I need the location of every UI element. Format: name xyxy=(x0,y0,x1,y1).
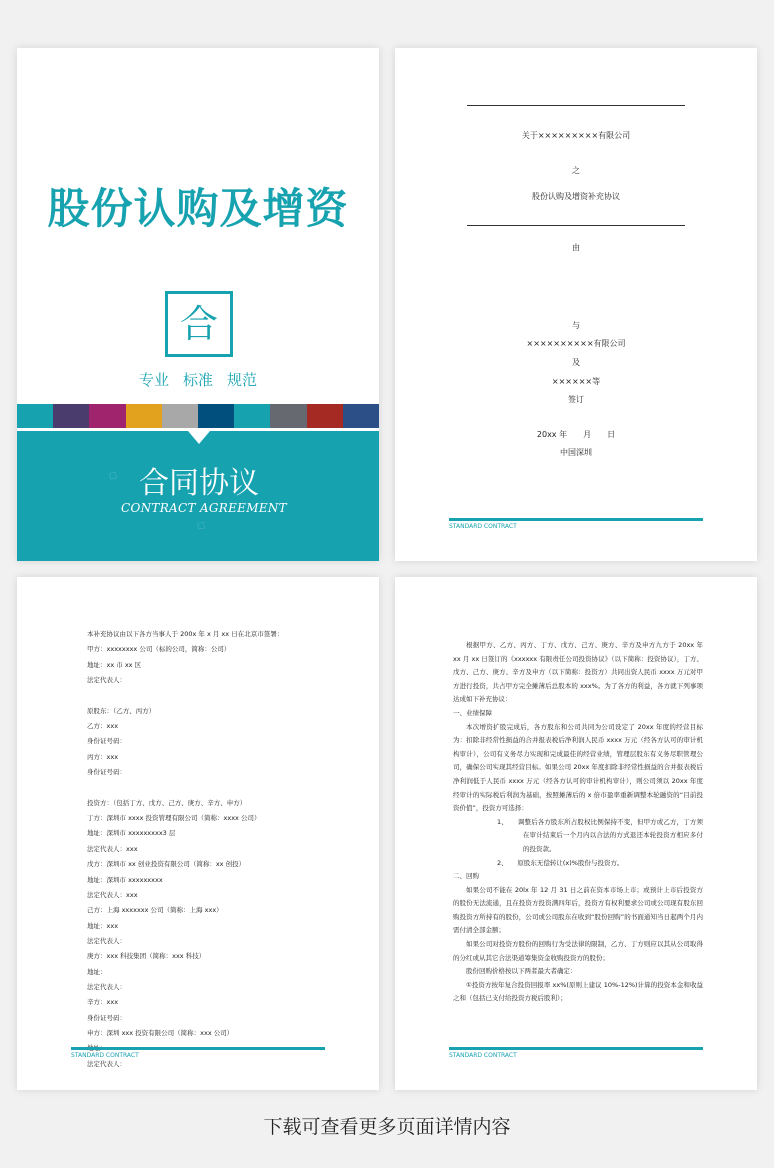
footer-text: STANDARD CONTRACT xyxy=(71,1052,139,1059)
party-line: 身份证号码： xyxy=(87,1013,126,1022)
title-line: 关于×××××××××有限公司 xyxy=(521,131,631,140)
blank-line xyxy=(87,688,327,703)
color-swatch xyxy=(126,404,162,428)
tagline-item: 专业 xyxy=(138,371,169,389)
divider xyxy=(467,105,685,106)
party-line: 地址：xxx xyxy=(87,921,119,930)
title-line: ××××××等 xyxy=(551,377,601,386)
party-line: 原股东：（乙方、丙方） xyxy=(87,706,156,715)
color-swatch xyxy=(234,404,270,428)
party-line: 身份证号码： xyxy=(87,737,126,746)
section-heading: 二、回购 xyxy=(453,872,479,881)
party-line: 丙方：xxx xyxy=(87,752,119,761)
color-swatch xyxy=(270,404,306,428)
title-place: 中国深圳 xyxy=(560,448,592,457)
party-line: 本补充协议由以下各方当事人于 200x 年 x 月 xx 日在北京市签署： xyxy=(87,630,284,638)
cover-page[interactable] xyxy=(17,48,379,561)
color-swatch xyxy=(198,404,234,428)
cover-tagline xyxy=(17,369,379,390)
party-line: 地址：深圳市 xxxxxxxxx xyxy=(87,875,163,884)
parties-list xyxy=(87,627,327,1072)
party-line: 地址：深圳市 xxxxxxxxx3 层 xyxy=(87,829,176,838)
band-notch xyxy=(188,431,210,444)
footer-text: STANDARD CONTRACT xyxy=(449,523,517,530)
footer-line xyxy=(449,518,703,521)
party-line: 地址：xx 市 xx 区 xyxy=(87,660,142,669)
color-swatch xyxy=(53,404,89,428)
party-line: 法定代表人： xyxy=(87,982,126,991)
title-page[interactable] xyxy=(395,48,757,561)
tagline-item: 规范 xyxy=(227,371,258,389)
party-line: 庚方：xxx 科技集团（简称：xxx 科技） xyxy=(87,952,206,961)
paragraph: 根据甲方、乙方、丙方、丁方、戊方、己方、庚方、辛方及申方九方于 20xx 年 xx 月 xx 日签订的《xxxxxx 有限责任公司投资协议》（以下简称：投资协议），丁方、戊方、己方、庚方、辛方及申方（以下简称：投资方）共同出资人民币 xxxx 万元对甲方进行投资，共占甲方完全摊薄后总股本的 xxx%。为了各方的利益，各方就下列事项达成如下补充协议： xyxy=(453,641,703,704)
footer-text: STANDARD CONTRACT xyxy=(449,1052,517,1059)
party-line: 法定代表人： xyxy=(87,676,126,685)
title-line: ××××××××××有限公司 xyxy=(526,339,626,348)
paragraph: 股份回购价格按以下两者最大者确定： xyxy=(466,967,577,976)
party-line: 法定代表人：xxx xyxy=(87,890,138,899)
paragraph: 如果公司对投资方股份的回购行为受法律的限制，乙方、丁方则应以其从公司取得的分红或从其它合法渠道筹集资金收购投资方的股份； xyxy=(453,940,703,962)
title-date: 20xx 年 月 日 xyxy=(536,430,616,439)
band-title: 合同协议 xyxy=(139,466,259,501)
color-swatch xyxy=(17,404,53,428)
blank-line xyxy=(87,780,327,795)
parties-page[interactable] xyxy=(17,577,379,1090)
title-line: 由 xyxy=(572,243,580,252)
watermark-icon: ◇ xyxy=(193,516,210,534)
paragraph: ①投资方按年复合投资回报率 xx%(原则上建议 10%-12%)计算的投资本金和收益之和（包括已支付给投资方税后股利）； xyxy=(453,980,703,1003)
color-swatch xyxy=(162,404,198,428)
party-line: 地址： xyxy=(87,967,107,976)
paragraph: 本次增资扩股完成后，各方股东和公司共同为公司设定了 20xx 年度的经营目标为：扣除非经常性损益的合并报表税后净利润人民币 xxxx 万元（经各方认可的审计机构审计），公司有义务尽力实现和完成最佳的经营业绩，管理层股东有义务尽职管理公司，确保公司实现其经营目标。如果公司 20xx 年度扣除非经常性损益的合并报表税后净利润低于人民币 xxxx 万元（经各方认可的审计机构审计），则公司须以 20xx 年度经审计的实际税后利润为基础，按照摊薄后的 x 倍市盈率重新调整本轮融资的“目前投资价值”，投资方可选择： xyxy=(453,722,703,813)
terms-body xyxy=(453,639,703,1006)
color-swatch xyxy=(307,404,343,428)
color-swatch xyxy=(343,404,379,428)
party-line: 乙方：xxx xyxy=(87,722,119,731)
party-line: 法定代表人： xyxy=(87,936,126,945)
title-line: 及 xyxy=(572,358,580,367)
footer-line xyxy=(71,1047,325,1050)
party-line: 身份证号码： xyxy=(87,768,126,777)
tagline-item: 标准 xyxy=(182,371,213,389)
party-line: 法定代表人：xxx xyxy=(87,844,138,853)
party-line: 甲方：xxxxxxxx 公司（标的公司，简称：公司） xyxy=(87,645,231,654)
title-line: 与 xyxy=(572,321,580,330)
divider xyxy=(467,225,685,226)
cover-title: 股份认购及增资 xyxy=(47,184,349,233)
party-line: 戊方：深圳市 xx 创业投资有限公司（简称：xx 创投） xyxy=(87,860,246,869)
party-line: 申方：深圳 xxx 投资有限公司（简称：xxx 公司） xyxy=(87,1028,234,1037)
title-line: 签订 xyxy=(568,395,584,404)
paragraph: 如果公司不能在 20lx 年 12 月 31 日之前在资本市场上市；或预计上市后投资方的股份无法流通，且在投资方投资满四年后，投资方有权利要求公司或公司现有股东回购投资方所持有的股份，公司或公司股东在收到“股份回购”的书面通知当日起两个月内需付清全部金额； xyxy=(453,885,703,935)
option-item: 2、 原股东无偿转让(x)%股份与投资方。 xyxy=(497,858,624,867)
party-line: 己方：上海 xxxxxxx 公司（简称：上海 xxx） xyxy=(87,906,223,915)
section-heading: 一、业绩保障 xyxy=(453,708,492,717)
title-line: 之 xyxy=(572,166,580,175)
color-swatch xyxy=(89,404,125,428)
title-line: 股份认购及增资补充协议 xyxy=(532,192,620,201)
footer-line xyxy=(449,1047,703,1050)
contract-logo-icon xyxy=(165,291,233,357)
terms-page[interactable] xyxy=(395,577,757,1090)
option-item: 1、 调整后各方股东所占股权比例保持不变，但甲方或乙方，丁方须在审计结束后一个月内以合法的方式退还本轮投资方相应多付的投资款。 xyxy=(497,817,703,853)
party-line: 投资方：（包括丁方、戊方、己方、庚方、辛方、申方） xyxy=(87,798,247,807)
color-strip xyxy=(17,404,379,428)
party-line: 法定代表人： xyxy=(87,1059,126,1068)
download-caption: 下载可查看更多页面详情内容 xyxy=(263,1116,511,1138)
party-line: 辛方：xxx xyxy=(87,998,119,1007)
band-subtitle: CONTRACT AGREEMENT xyxy=(121,501,287,515)
party-line: 丁方：深圳市 xxxx 投资管理有限公司（简称：xxxx 公司） xyxy=(87,814,261,823)
watermark-icon: ◇ xyxy=(105,466,122,484)
logo-char: 合 xyxy=(179,302,218,346)
